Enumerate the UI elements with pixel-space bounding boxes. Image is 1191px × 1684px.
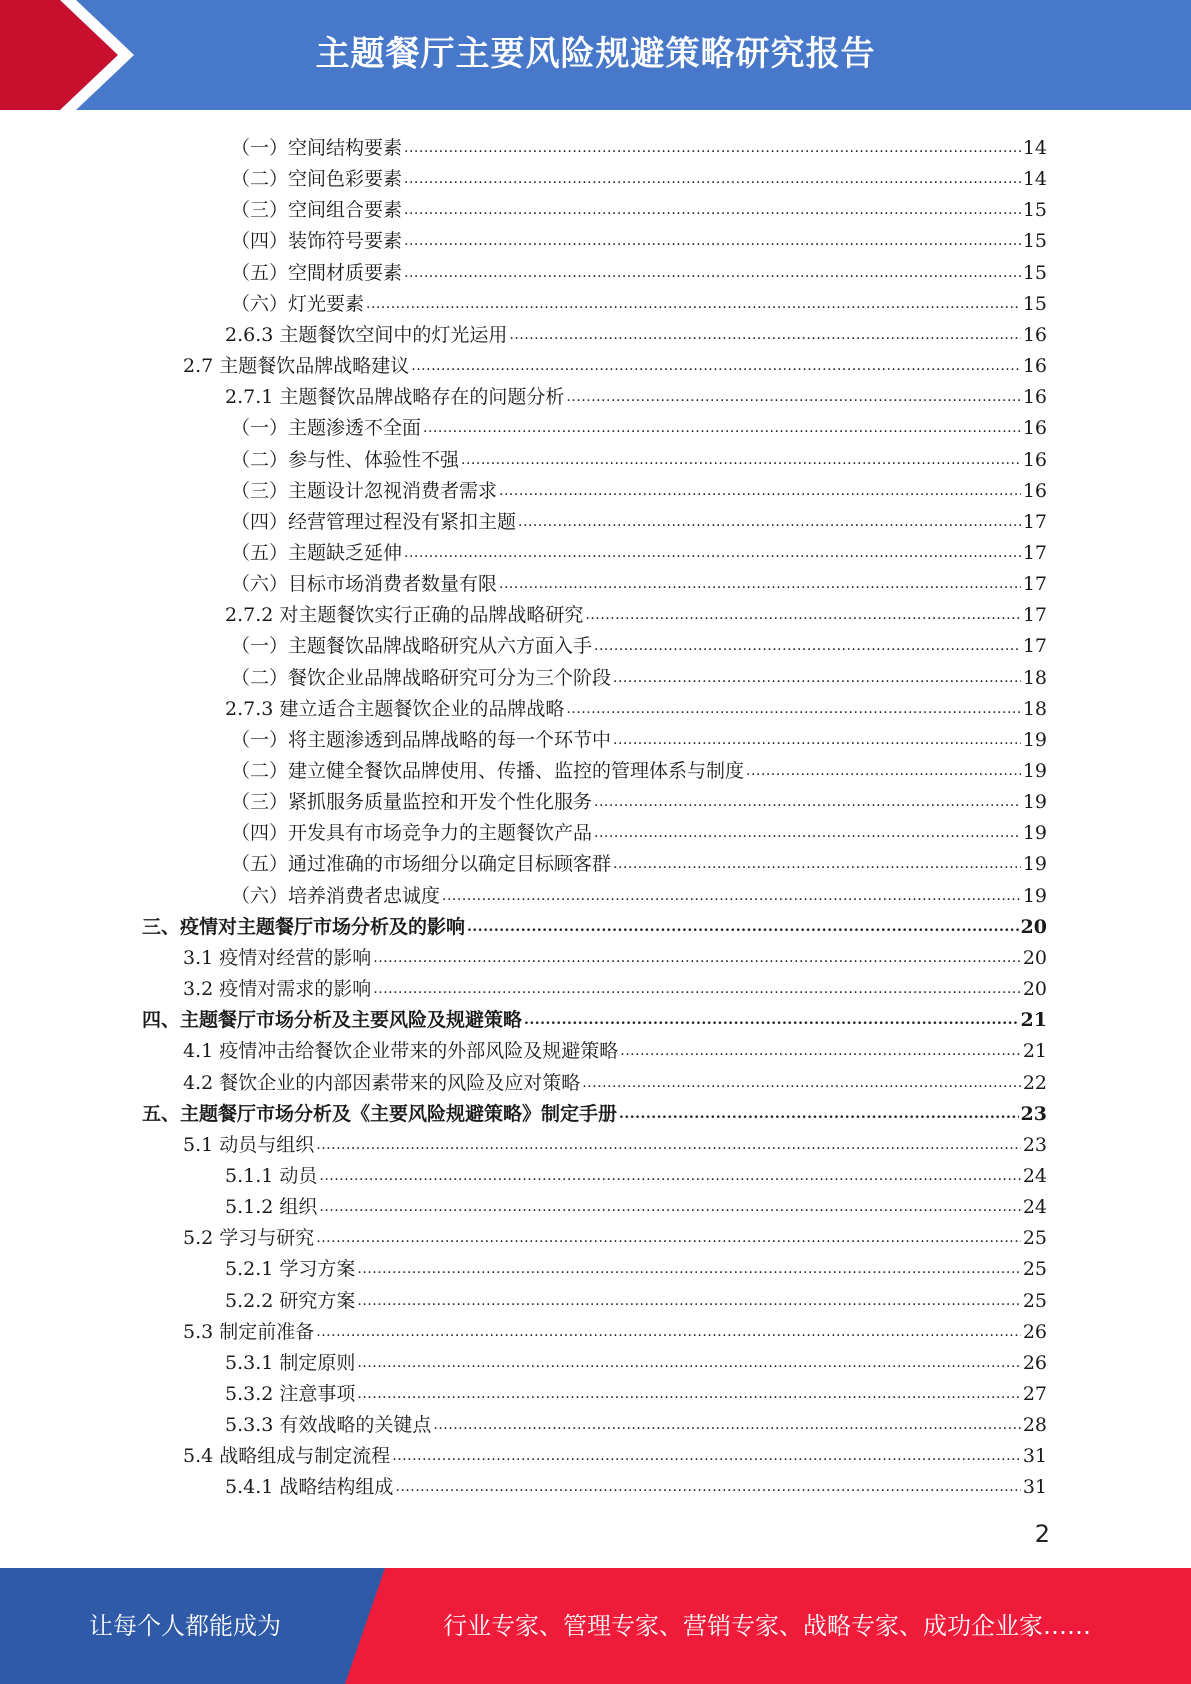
toc-entry[interactable] — [183, 1436, 1047, 1467]
toc-leader-dots — [566, 386, 1020, 408]
toc-entry-label: 四、主题餐厅市场分析及主要风险及规避策略 — [142, 1009, 523, 1032]
toc-entry[interactable] — [225, 1187, 1047, 1218]
toc-entry-label: （一）空间结构要素 — [231, 137, 403, 159]
toc-entry-label: （二）建立健全餐饮品牌使用、传播、监控的管理体系与制度 — [231, 760, 745, 782]
toc-entry-page: 25 — [1022, 1258, 1047, 1281]
toc-entry-label: 3.2 疫情对需求的影响 — [183, 978, 372, 1001]
toc-entry-label: 5.3.2 注意事项 — [225, 1383, 356, 1405]
toc-entry[interactable] — [225, 1281, 1047, 1312]
toc-entry[interactable] — [231, 876, 1047, 907]
toc-entry-label: 5.2.2 研究方案 — [225, 1289, 356, 1312]
toc-entry-label: 2.7 主题餐饮品牌战略建议 — [183, 355, 410, 378]
toc-entry-label: 2.6.3 主题餐饮空间中的灯光运用 — [225, 323, 508, 346]
toc-entry-label: （二）空间色彩要素 — [231, 168, 403, 191]
toc-entry-page: 26 — [1022, 1351, 1047, 1374]
toc-entry-page: 17 — [1022, 604, 1047, 627]
toc-leader-dots — [395, 1476, 1020, 1498]
toc-entry-page: 16 — [1022, 355, 1047, 378]
toc-entry[interactable] — [225, 1249, 1047, 1280]
toc-entry-page: 22 — [1022, 1071, 1047, 1094]
toc-entry[interactable] — [231, 720, 1047, 751]
toc-entry-label: 三、疫情对主题餐厅市场分析及的影响 — [142, 915, 466, 938]
toc-entry[interactable] — [231, 253, 1047, 284]
toc-leader-dots — [585, 604, 1020, 626]
toc-entry[interactable] — [183, 1063, 1047, 1094]
toc-leader-dots — [357, 1290, 1020, 1312]
toc-leader-dots — [619, 1103, 1019, 1125]
toc-entry-label: 3.1 疫情对经营的影响 — [183, 946, 372, 969]
toc-entry-page: 26 — [1022, 1320, 1047, 1343]
toc-entry-page: 19 — [1022, 884, 1047, 907]
toc-leader-dots — [594, 635, 1021, 657]
toc-leader-dots — [404, 199, 1021, 221]
toc-entry[interactable] — [231, 190, 1047, 221]
toc-entry-page: 15 — [1022, 199, 1047, 222]
toc-leader-dots — [404, 542, 1021, 564]
toc-leader-dots — [316, 1134, 1021, 1156]
toc-leader-dots — [357, 1258, 1020, 1280]
toc-entry-page: 18 — [1022, 697, 1047, 720]
toc-entry-page: 16 — [1022, 448, 1047, 471]
toc-entry-page: 15 — [1022, 261, 1047, 284]
toc-entry-label: （五）主题缺乏延伸 — [231, 541, 403, 564]
toc-entry-label: 2.7.1 主题餐饮品牌战略存在的问题分析 — [225, 386, 565, 409]
toc-leader-dots — [404, 137, 1021, 159]
toc-entry-page: 17 — [1022, 635, 1047, 658]
toc-entry[interactable] — [183, 969, 1047, 1000]
toc-leader-dots — [499, 480, 1021, 502]
toc-entry-label: （六）目标市场消费者数量有限 — [231, 573, 498, 596]
toc-entry[interactable] — [183, 1125, 1047, 1156]
toc-leader-dots — [467, 916, 1019, 938]
toc-entry-label: 4.1 疫情冲击给餐饮企业带来的外部风险及规避策略 — [183, 1040, 619, 1063]
toc-leader-dots — [404, 262, 1021, 284]
toc-entry[interactable] — [231, 440, 1047, 471]
toc-entry-page: 17 — [1022, 541, 1047, 564]
toc-leader-dots — [524, 1009, 1019, 1031]
toc-entry-page: 28 — [1022, 1414, 1047, 1437]
toc-entry-label: 5.2.1 学习方案 — [225, 1258, 356, 1281]
toc-entry-page: 20 — [1022, 978, 1047, 1001]
toc-entry[interactable] — [231, 782, 1047, 813]
toc-leader-dots — [357, 1352, 1020, 1374]
toc-entry-page: 19 — [1022, 822, 1047, 845]
toc-entry-label: （三）紧抓服务质量监控和开发个性化服务 — [231, 791, 593, 814]
toc-entry[interactable] — [231, 813, 1047, 844]
toc-entry-label: 5.1.2 组织 — [225, 1196, 318, 1219]
toc-entry-label: 5.3 制定前准备 — [183, 1320, 315, 1343]
toc-entry-page: 25 — [1022, 1227, 1047, 1250]
toc-entry-page: 16 — [1022, 417, 1047, 440]
toc-entry-page: 19 — [1022, 791, 1047, 814]
toc-entry-page: 16 — [1022, 323, 1047, 346]
toc-entry-label: 4.2 餐饮企业的内部因素带来的风险及应对策略 — [183, 1071, 581, 1094]
toc-entry-label: 5.2 学习与研究 — [183, 1227, 315, 1250]
toc-entry[interactable] — [225, 689, 1047, 720]
toc-entry-page: 16 — [1022, 386, 1047, 409]
toc-chapter-entry[interactable] — [142, 907, 1047, 938]
toc-entry-label: （一）主题餐饮品牌战略研究从六方面入手 — [231, 635, 593, 658]
toc-leader-dots — [366, 293, 1021, 315]
toc-leader-dots — [499, 573, 1021, 595]
toc-leader-dots — [433, 1414, 1020, 1436]
toc-leader-dots — [509, 324, 1020, 346]
toc-entry[interactable] — [225, 1467, 1047, 1498]
toc-entry-page: 19 — [1022, 728, 1047, 751]
toc-entry[interactable] — [225, 1156, 1047, 1187]
toc-leader-dots — [319, 1196, 1020, 1218]
toc-entry[interactable] — [231, 159, 1047, 190]
toc-entry-label: （六）灯光要素 — [231, 292, 365, 315]
toc-leader-dots — [373, 978, 1021, 1000]
toc-leader-dots — [392, 1445, 1021, 1467]
toc-entry[interactable] — [231, 533, 1047, 564]
toc-entry-label: （二）餐饮企业品牌战略研究可分为三个阶段 — [231, 666, 612, 689]
toc-entry-page: 21 — [1020, 1009, 1047, 1032]
toc-entry-label: 5.4 战略组成与制定流程 — [183, 1445, 391, 1468]
toc-entry[interactable] — [231, 471, 1047, 502]
toc-entry[interactable] — [231, 658, 1047, 689]
toc-entry-page: 20 — [1022, 946, 1047, 969]
toc-entry[interactable] — [225, 595, 1047, 626]
toc-leader-dots — [613, 853, 1021, 875]
toc-entry-page: 14 — [1022, 168, 1047, 191]
toc-entry-label: （一）主题渗透不全面 — [231, 417, 422, 440]
footer-slogan-right: 行业专家、管理专家、营销专家、战略专家、成功企业家…… — [443, 1612, 1091, 1640]
toc-entry-label: （四）开发具有市场竞争力的主题餐饮产品 — [231, 822, 593, 845]
toc-entry-label: （三）主题设计忽视消费者需求 — [231, 479, 498, 502]
toc-entry[interactable] — [183, 938, 1047, 969]
toc-entry[interactable] — [183, 1031, 1047, 1062]
toc-leader-dots — [613, 667, 1021, 689]
toc-entry-page: 31 — [1022, 1476, 1047, 1499]
toc-entry-label: 5.1 动员与组织 — [183, 1133, 315, 1156]
toc-entry[interactable] — [225, 1343, 1047, 1374]
toc-entry-label: 5.3.3 有效战略的关键点 — [225, 1414, 432, 1437]
toc-entry-label: （四）经营管理过程没有紧扣主题 — [231, 510, 517, 533]
toc-entry[interactable] — [231, 128, 1047, 159]
toc-entry[interactable] — [225, 1405, 1047, 1436]
toc-entry[interactable] — [231, 626, 1047, 657]
toc-leader-dots — [594, 822, 1021, 844]
page-number: 2 — [1034, 1520, 1050, 1548]
toc-entry-page: 17 — [1022, 510, 1047, 533]
toc-entry-page: 24 — [1022, 1196, 1047, 1219]
toc-entry-page: 21 — [1022, 1040, 1047, 1063]
toc-entry-page: 14 — [1022, 137, 1047, 159]
toc-leader-dots — [404, 230, 1021, 252]
toc-leader-dots — [357, 1383, 1020, 1405]
toc-entry[interactable] — [231, 221, 1047, 252]
toc-leader-dots — [613, 729, 1021, 751]
toc-entry-page: 19 — [1022, 853, 1047, 876]
toc-entry-page: 31 — [1022, 1445, 1047, 1468]
toc-entry[interactable] — [225, 1374, 1047, 1405]
report-title: 主题餐厅主要风险规避策略研究报告 — [315, 34, 876, 74]
toc-chapter-entry[interactable] — [142, 1000, 1047, 1031]
toc-entry[interactable] — [231, 844, 1047, 875]
toc-entry[interactable] — [231, 284, 1047, 315]
toc-entry[interactable] — [231, 751, 1047, 782]
toc-leader-dots — [316, 1321, 1021, 1343]
toc-entry-label: （三）空间组合要素 — [231, 199, 403, 222]
toc-entry[interactable] — [231, 408, 1047, 439]
toc-entry-label: 5.3.1 制定原则 — [225, 1351, 356, 1374]
toc-entry[interactable] — [183, 1312, 1047, 1343]
toc-entry-label: （一）将主题渗透到品牌战略的每一个环节中 — [231, 728, 612, 751]
toc-entry-page: 16 — [1022, 479, 1047, 502]
toc-entry-page: 24 — [1022, 1164, 1047, 1187]
toc-leader-dots — [442, 885, 1021, 907]
toc-entry-page: 23 — [1020, 1102, 1047, 1125]
toc-leader-dots — [319, 1165, 1020, 1187]
toc-entry-page: 23 — [1022, 1133, 1047, 1156]
toc-entry-page: 17 — [1022, 573, 1047, 596]
toc-entry-page: 18 — [1022, 666, 1047, 689]
toc-entry-page: 20 — [1020, 915, 1047, 938]
toc-entry-page: 27 — [1022, 1383, 1047, 1405]
toc-entry-page: 15 — [1022, 292, 1047, 315]
footer-slogan-left: 让每个人都能成为 — [89, 1612, 281, 1640]
toc-leader-dots — [582, 1072, 1021, 1094]
toc-entry-label: 五、主题餐厅市场分析及《主要风险规避策略》制定手册 — [142, 1102, 618, 1125]
toc-leader-dots — [746, 760, 1021, 782]
toc-chapter-entry[interactable] — [142, 1094, 1047, 1125]
toc-entry[interactable] — [231, 564, 1047, 595]
toc-leader-dots — [404, 168, 1021, 190]
toc-entry-label: （四）装饰符号要素 — [231, 230, 403, 253]
toc-entry[interactable] — [225, 377, 1047, 408]
toc-entry-label: （五）通过准确的市场细分以确定目标顾客群 — [231, 853, 612, 876]
toc-leader-dots — [566, 698, 1020, 720]
toc-leader-dots — [373, 947, 1021, 969]
toc-entry-page: 15 — [1022, 230, 1047, 253]
toc-entry-page: 19 — [1022, 760, 1047, 782]
toc-entry-label: 2.7.2 对主题餐饮实行正确的品牌战略研究 — [225, 604, 584, 627]
toc-leader-dots — [620, 1040, 1021, 1062]
toc-leader-dots — [411, 355, 1021, 377]
toc-entry-label: （六）培养消费者忠诚度 — [231, 884, 441, 907]
page-header — [0, 0, 1191, 110]
toc-leader-dots — [594, 791, 1021, 813]
toc-leader-dots — [461, 449, 1021, 471]
toc-entry[interactable] — [225, 315, 1047, 346]
toc-entry-label: 5.1.1 动员 — [225, 1164, 318, 1187]
toc-leader-dots — [518, 511, 1021, 533]
toc-leader-dots — [423, 417, 1021, 439]
toc-entry[interactable] — [231, 502, 1047, 533]
toc-entry-label: 5.4.1 战略结构组成 — [225, 1476, 394, 1499]
page-footer — [0, 1568, 1191, 1684]
toc-entry[interactable] — [183, 1218, 1047, 1249]
toc-entry-label: 2.7.3 建立适合主题餐饮企业的品牌战略 — [225, 697, 565, 720]
toc-entry-page: 25 — [1022, 1289, 1047, 1312]
toc-entry-label: （二）参与性、体验性不强 — [231, 448, 460, 471]
toc-leader-dots — [316, 1227, 1021, 1249]
toc-entry[interactable] — [183, 346, 1047, 377]
toc-entry-label: （五）空間材质要素 — [231, 261, 403, 284]
